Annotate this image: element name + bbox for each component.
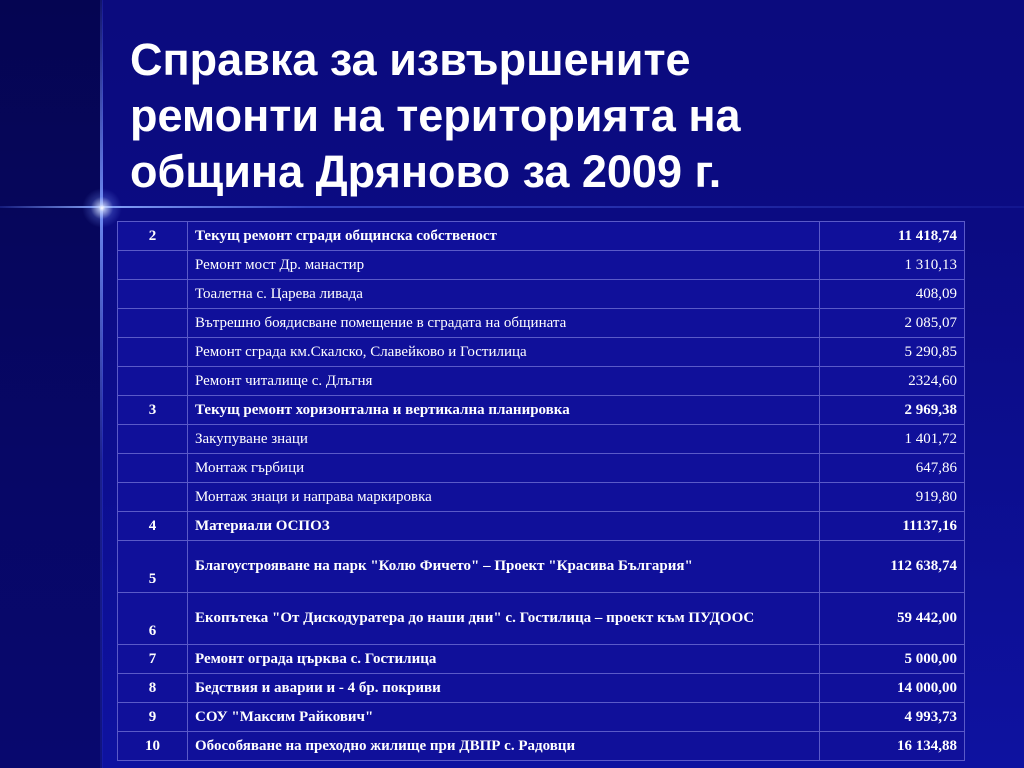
row-amount-cell: 4 993,73: [820, 703, 965, 732]
row-description-cell: Монтаж гърбици: [188, 454, 820, 483]
row-description-cell: Бедствия и аварии и - 4 бр. покриви: [188, 674, 820, 703]
title-line: ремонти на територията на: [130, 90, 741, 141]
row-number-cell: 8: [118, 674, 188, 703]
vertical-light-line: [100, 0, 103, 768]
title-line: община Дряново за 2009 г.: [130, 146, 722, 197]
row-amount-cell: 1 401,72: [820, 425, 965, 454]
row-amount-cell: 11137,16: [820, 512, 965, 541]
row-amount-cell: 5 290,85: [820, 338, 965, 367]
table-row: [118, 309, 965, 338]
table-row: [118, 251, 965, 280]
row-description-cell: Обособяване на преходно жилище при ДВПР с. Радовци: [188, 732, 820, 761]
row-amount-cell: 14 000,00: [820, 674, 965, 703]
row-number-cell: 3: [118, 396, 188, 425]
table-row: [118, 280, 965, 309]
slide-title: [130, 32, 1000, 200]
table-row: [118, 338, 965, 367]
row-amount-cell: 5 000,00: [820, 645, 965, 674]
table-row: [118, 541, 965, 593]
row-description-cell: Ремонт сграда км.Скалско, Славейково и Гостилица: [188, 338, 820, 367]
row-description-cell: Вътрешно боядисване помещение в сградата на общината: [188, 309, 820, 338]
horizontal-light-line: [0, 206, 1024, 208]
sparkle-icon: [82, 188, 122, 228]
row-number-cell: [118, 309, 188, 338]
table-row: [118, 703, 965, 732]
row-description-cell: Тоалетна с. Царева ливада: [188, 280, 820, 309]
table-row: [118, 367, 965, 396]
title-line: Справка за извършените: [130, 34, 691, 85]
row-amount-cell: 112 638,74: [820, 541, 965, 593]
table-row: [118, 396, 965, 425]
table-row: [118, 222, 965, 251]
row-amount-cell: 59 442,00: [820, 593, 965, 645]
row-description-cell: Ремонт мост Др. манастир: [188, 251, 820, 280]
row-description-cell: СОУ "Максим Райкович": [188, 703, 820, 732]
row-number-cell: 7: [118, 645, 188, 674]
row-number-cell: [118, 338, 188, 367]
row-description-cell: Материали ОСПОЗ: [188, 512, 820, 541]
table-row: [118, 512, 965, 541]
row-amount-cell: 16 134,88: [820, 732, 965, 761]
row-number-cell: 6: [118, 593, 188, 645]
row-number-cell: [118, 367, 188, 396]
row-number-cell: [118, 454, 188, 483]
row-description-cell: Ремонт читалище с. Длъгня: [188, 367, 820, 396]
row-number-cell: 5: [118, 541, 188, 593]
row-description-cell: Монтаж знаци и направа маркировка: [188, 483, 820, 512]
row-amount-cell: 1 310,13: [820, 251, 965, 280]
row-number-cell: [118, 425, 188, 454]
row-number-cell: 10: [118, 732, 188, 761]
row-number-cell: 4: [118, 512, 188, 541]
row-number-cell: [118, 251, 188, 280]
repairs-table-body: [118, 222, 965, 761]
row-number-cell: 9: [118, 703, 188, 732]
row-amount-cell: 11 418,74: [820, 222, 965, 251]
row-amount-cell: 647,86: [820, 454, 965, 483]
table-row: [118, 593, 965, 645]
row-number-cell: 2: [118, 222, 188, 251]
row-amount-cell: 2 969,38: [820, 396, 965, 425]
repairs-table: [117, 221, 965, 761]
row-number-cell: [118, 483, 188, 512]
row-description-cell: Закупуване знаци: [188, 425, 820, 454]
row-amount-cell: 2 085,07: [820, 309, 965, 338]
row-description-cell: Екопътека "От Дискодуратера до наши дни" с. Гостилица – проект към ПУДООС: [188, 593, 820, 645]
table-row: [118, 732, 965, 761]
row-description-cell: Ремонт ограда църква с. Гостилица: [188, 645, 820, 674]
left-background-band: [0, 0, 102, 768]
row-number-cell: [118, 280, 188, 309]
row-amount-cell: 2324,60: [820, 367, 965, 396]
row-description-cell: Текущ ремонт сгради общинска собственост: [188, 222, 820, 251]
row-amount-cell: 919,80: [820, 483, 965, 512]
table-row: [118, 425, 965, 454]
row-description-cell: Благоустрояване на парк "Колю Фичето" – Проект "Красива България": [188, 541, 820, 593]
table-row: [118, 483, 965, 512]
table-row: [118, 674, 965, 703]
row-amount-cell: 408,09: [820, 280, 965, 309]
table-row: [118, 645, 965, 674]
table-row: [118, 454, 965, 483]
row-description-cell: Текущ ремонт хоризонтална и вертикална планировка: [188, 396, 820, 425]
